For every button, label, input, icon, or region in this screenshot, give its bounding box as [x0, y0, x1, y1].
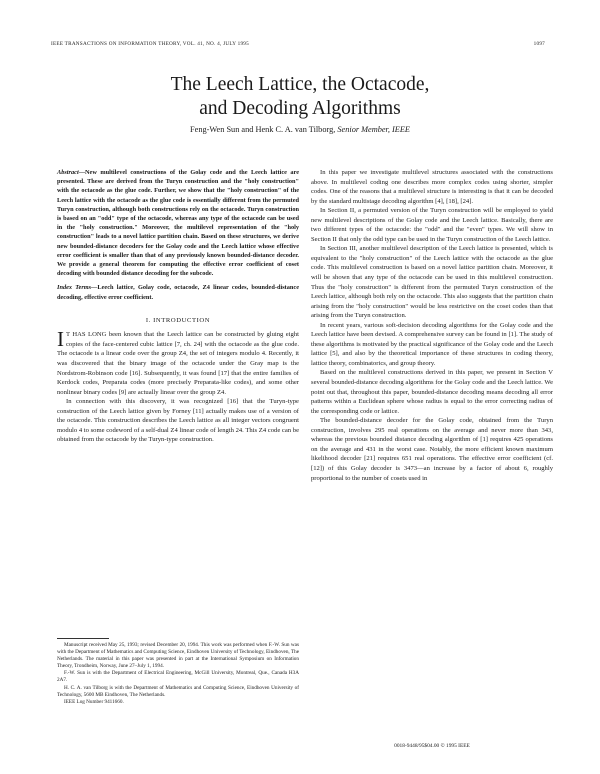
intro-paragraph-1 — [57, 327, 299, 397]
body-paragraph-4: In recent years, various soft-decision decoding algorithms for the Golay code and the Leech lattice have been devised. A comprehensive survey can be found in [1]. The study of these algorithms is motivated by the practical significance of the Golay code and the Leech lattice [5], and also by the theoretical importance of these structures in coding theory, lattice theory, combinatorics, and group theory. — [311, 321, 553, 367]
footnote-manuscript: Manuscript received May 25, 1993; revised December 20, 1994. This work was performed when F.-W. Sun was with the Department of Mathematics and Computing Science, Eindhoven University of Technology, Eindhoven, The Netherlands. The material in this paper was presented in part at the International Symposium on Information Theory, Trondheim, Norway, June 27–July 1, 1994. — [57, 642, 300, 670]
intro-paragraph-2: In connection with this discovery, it was recognized [16] that the Turyn-type construction of the Leech lattice given by Forney [11] actually makes use of a version of the octacode. This construction describes the Leech lattice as all integer vectors congruent modulo 4 to some codeword of a self-dual Z4 linear code of length 24. This Z4 code can be obtained from the octacode by the Turyn-type construction. — [57, 398, 299, 444]
author-line — [0, 125, 600, 134]
journal-running-head: IEEE TRANSACTIONS ON INFORMATION THEORY, VOL. 41, NO. 4, JULY 1995 — [51, 41, 249, 47]
body-paragraph-1: In this paper we investigate multilevel structures associated with the constructions above. In multilevel coding one describes more complex codes using shorter, simpler codes. One of the reasons that a multilevel structure is interesting is that it can be decoded by the standard multistage decoding algorithm [4], [18], [24]. — [311, 169, 553, 205]
body-paragraph-2: In Section II, a permuted version of the Turyn construction will be employed to yield new multilevel descriptions of the Golay code and the Leech lattice. Basically, there are two different types of the octacode: the "odd" and the "even" types. We will show in Section II that only the odd type can be used in the Turyn construction of the Leech lattice. — [311, 207, 553, 243]
index-terms — [57, 283, 299, 301]
footnote-author-1: F.-W. Sun is with the Department of Electrical Engineering, McGill University, Montreal, Que., Canada H3A 2A7. — [57, 670, 299, 684]
index-terms-label: Index Terms— — [57, 284, 98, 292]
footnotes — [57, 638, 299, 706]
section-heading-introduction: I. INTRODUCTION — [145, 316, 211, 324]
index-terms-text: Leech lattice, Golay code, octacode, Z4 linear codes, bounded-distance decoding, effective error coefficient. — [57, 284, 299, 301]
footnote-author-2: H. C. A. van Tilborg is with the Department of Mathematics and Computing Science, Eindhoven University of Technology, 5600 MB Eindhoven, The Netherlands. — [57, 684, 299, 698]
intro-paragraph-1-text: T HAS LONG been known that the Leech lattice can be constructed by gluing eight copies of the face-centered cubic lattice [7, ch. 24] with the octacode as the glue code. The octacode is a linear code over the group Z4, the set of integers modulo 4. Recently, it was discovered that the binary image of the octacode under the Gray map is the Nordstrom-Robinson code [16]. Subsequently, it was found [17] that the entire families of Kerdock codes, Preparata codes (more precisely Preparata-like codes), and some other nonlinear binary codes [9] are actually linear over the group Z4. — [57, 331, 299, 396]
author-role: Senior Member, IEEE — [337, 125, 410, 134]
body-paragraph-6: The bounded-distance decoder for the Golay code, obtained from the Turyn construction, involves 295 real operations on the average and never more than 343, whereas the previous bounded distance decoding algorithm of [1] requires 425 operations on the average and 431 in the worst case. Notably, the more efficient known maximum likelihood decoder [21] requires 651 real operations. The effective error coefficient (cf. [12]) of this Golay decoder is 3473—an increase by a factor of about 6, roughly proportional to the number of cosets used in — [311, 417, 553, 482]
paper-title — [0, 73, 600, 121]
body-paragraph-3: In Section III, another multilevel description of the Leech lattice is presented, which is equivalent to the "holy construction" of the Leech lattice with the octacode as the glue code. This multilevel construction is based on a novel lattice partition chain. Moreover, it will be shown that any type of the octacode can be used in this multilevel construction. Thus the "holy construction" is different from the permuted Turyn construction of the Leech lattice, although both rely on the octacode. This also suggests that the partition chain arising from the "holy construction" would be less restrictive on the coset codes than that arising from the Turyn construction. — [311, 245, 553, 320]
page-number: 1097 — [533, 41, 545, 47]
abstract — [57, 168, 299, 278]
title-line-2: and Decoding Algorithms — [199, 98, 401, 119]
right-column — [311, 168, 553, 483]
footnote-rule — [57, 638, 109, 639]
author-names: Feng-Wen Sun and Henk C. A. van Tilborg, — [190, 125, 336, 134]
left-column — [57, 168, 299, 445]
abstract-text: New multilevel constructions of the Golay code and the Leech lattice are presented. These are derived from the Turyn construction and the "holy construction" with the octacode as the glue code. Further, we show that the "holy construction" of the Leech lattice with the octacode as the glue code is essentially different from the permuted Turyn construction, although both constructions rely on the octacode. Turyn construction is based on an "odd" type of the octacode, whereas any type of the octacode can be used in the "holy construction." Moreover, the multilevel representation of the "holy construction" leads to a novel lattice partition chain. Based on these structures, we derive new bounded-distance decoders for the Golay code and the Leech lattice whose effective error coefficient is smaller than that of any previously known bounded-distance decoder. We provide a general theorem for computing the effective error coefficient of coset decoding with bounded distance decoding for the subcode. — [57, 169, 299, 278]
ieee-log-number: IEEE Log Number 9411660. — [64, 698, 124, 705]
copyright-identifier: 0018-9448/95$04.00 © 1995 IEEE — [394, 743, 470, 749]
abstract-label: Abstract— — [57, 169, 85, 176]
body-paragraph-5: Based on the multilevel constructions derived in this paper, we present in Section V several bounded-distance decoding algorithms for the Golay code and the Leech lattice. We point out that, throughout this paper, bounded-distance decoding means decoding all error patterns within a Euclidean sphere whose radius is equal to the error correcting radius of the corresponding code or lattice. — [311, 369, 553, 415]
title-line-1: The Leech Lattice, the Octacode, — [170, 74, 430, 95]
drop-cap: I — [57, 327, 64, 352]
